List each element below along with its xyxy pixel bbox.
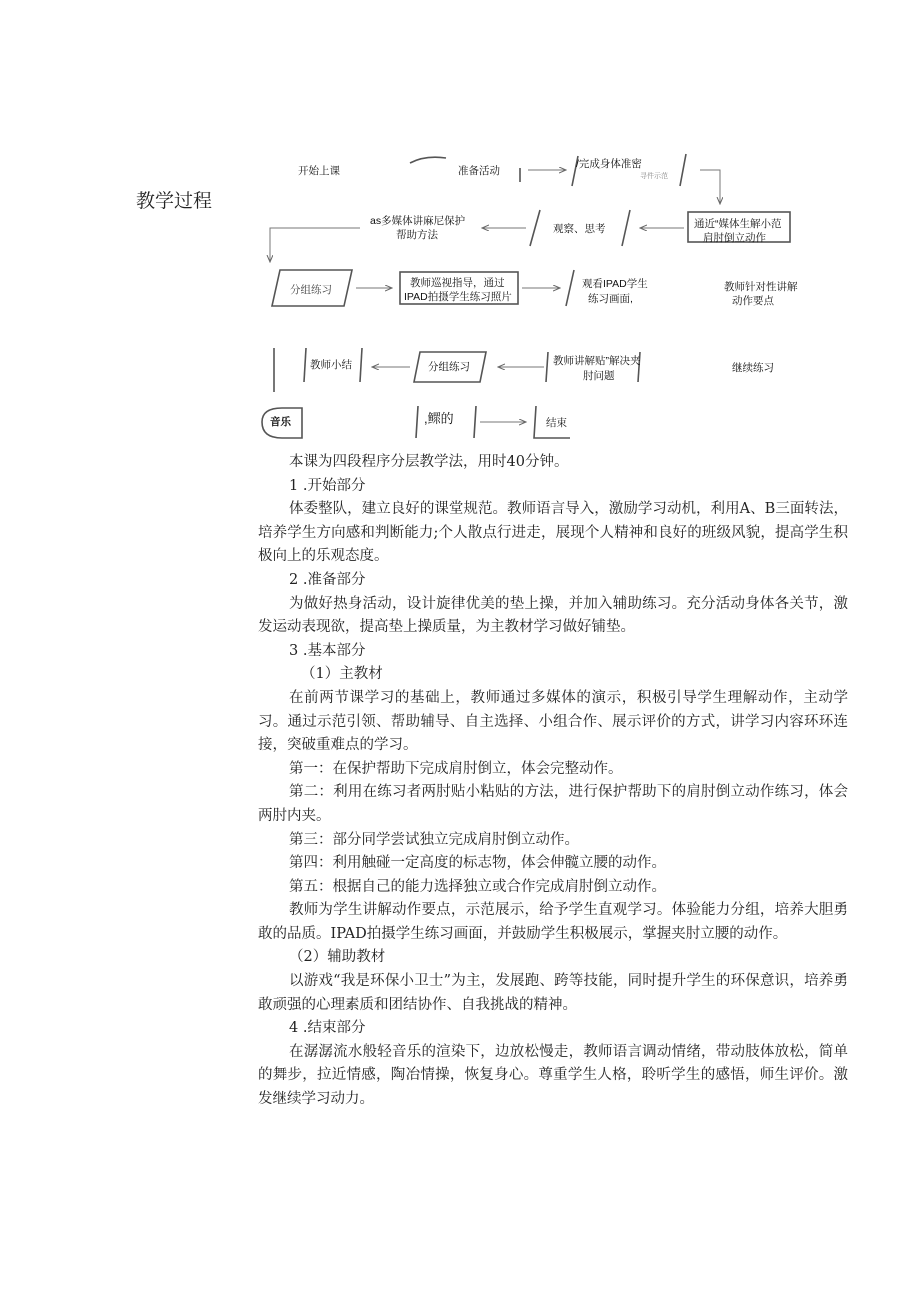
paragraph: 本课为四段程序分层教学法，用时40分钟。 [289, 454, 569, 470]
paragraph: 第四：利用触碰一定高度的标志物，体会伸髋立腰的动作。 [289, 855, 666, 872]
paragraph: 第三：部分同学尝试独立完成肩肘倒立动作。 [289, 831, 579, 848]
paragraph: 第二：利用在练习者两肘贴小粘贴的方法，进行保护帮助下的肩肘倒立动作练习，体会两肘内夹。 [258, 784, 848, 824]
watch-shape-edge [566, 270, 574, 306]
flow-complete-sub: 寻件示范 [640, 173, 668, 180]
paragraph: 4 .结束部分 [289, 1020, 366, 1037]
flow-complete: /完成身体准密 [576, 158, 642, 170]
flow-prep: 准备活动 [458, 165, 500, 177]
paragraph: 第五：根据自己的能力选择独立或合作完成肩肘倒立动作。 [289, 878, 666, 895]
teaching-flowchart [0, 0, 920, 450]
flow-start: 开始上课 [298, 165, 340, 177]
paragraph: 教师为学生讲解动作要点，示范展示，给予学生直观学习。体验能力分组，培养大胆勇敢的品质。IPAD拍摄学生练习画面，并鼓励学生积极展示，掌握夹肘立腰的动作。 [258, 902, 848, 942]
paragraph: 3 .基本部分 [289, 642, 366, 659]
flow-summary: 教师小结 [310, 359, 352, 371]
flow-continue: 继续练习 [732, 362, 774, 374]
arrow-protect-group [270, 228, 360, 262]
flow-explain-1: 教师针对性讲解 [724, 281, 798, 293]
arrow-complete-multimedia [700, 170, 720, 204]
flow-observe: 观察、思考 [553, 223, 606, 235]
summary-shape-left [304, 348, 306, 382]
flow-patrol-2: IPAD拍摄学生练习照片 [404, 291, 512, 303]
paragraph: 以游戏“我是环保小卫士”为主，发展跑、跨等技能，同时提升学生的环保意识，培养勇敢顽强的心理素质和团结协作、自我挑战的精神。 [258, 973, 848, 1013]
flow-protect-2: 帮助方法 [396, 229, 438, 241]
flow-music: 音乐 [270, 416, 291, 428]
flow-sticker-2: 肘问题 [583, 370, 615, 382]
paragraph: （1）主教材 [301, 666, 383, 683]
observe-shape-left [530, 210, 540, 246]
summary-shape-right [360, 348, 362, 382]
sticker-shape-left [546, 352, 548, 382]
flow-multimedia-2: 肩肘倒立动作 [703, 232, 766, 244]
paragraph: 体委整队，建立良好的课堂规范。教师语言导入，激励学习动机，利用A、B三面转法，培养学生方向感和判断能力;个人散点行进走，展现个人精神和良好的班级风貌，提高学生积极向上的乐观态度。 [258, 501, 848, 565]
section-title: 教学过程 [136, 190, 213, 212]
flow-watch-2: 练习画面, [588, 293, 633, 305]
paragraph: 第一：在保护帮助下完成肩肘倒立，体会完整动作。 [289, 760, 623, 777]
prep-shape-arc [410, 157, 446, 163]
paragraph: 为做好热身活动，设计旋律优美的垫上操，并加入辅助练习。充分活动身体各关节，激发运动表现欲，提高垫上操质量，为主教材学习做好铺垫。 [258, 595, 848, 636]
flow-watch-1: 观看IPAD学生 [582, 278, 648, 290]
flow-sticker-1: 教师讲解贴”解决夹 [553, 355, 641, 367]
flow-multimedia-1: 通近“媒体生解小范 [694, 218, 782, 230]
paragraph: 1 .开始部分 [289, 477, 366, 494]
flow-protect-1: as多媒体讲麻尼保护 [370, 215, 466, 227]
relax-shape-right [474, 406, 476, 438]
flow-group-practice-2: 分组练习 [428, 361, 470, 373]
flow-group-practice: 分组练习 [290, 284, 332, 296]
flow-patrol-1: 教师巡视指导，通过 [410, 277, 505, 289]
lesson-body [258, 451, 848, 1112]
paragraph: 在潺潺流水般轻音乐的渲染下，边放松慢走，教师语言调动情绪，带动肢体放松，简单的舞步，拉近情感，陶冶情操，恢复身心。尊重学生人格，聆听学生的感悟，师生评价。激发继续学习动力。 [258, 1043, 848, 1108]
flow-explain-2: 动作要点 [732, 295, 774, 307]
observe-shape-right [622, 210, 630, 246]
relax-shape-left [416, 406, 418, 438]
flow-end: 结束 [546, 417, 567, 429]
complete-shape-right [680, 154, 686, 186]
paragraph: （2）辅助教材 [289, 949, 386, 966]
flow-relax: ,鳏的 [424, 411, 454, 426]
paragraph: 2 .准备部分 [289, 571, 366, 588]
paragraph: 在前两节课学习的基础上，教师通过多媒体的演示，积极引导学生理解动作，主动学习。通过示范引领、帮助辅导、自主选择、小组合作、展示评价的方式，讲学习内容环环连接，突破重难点的学习。 [258, 689, 848, 754]
